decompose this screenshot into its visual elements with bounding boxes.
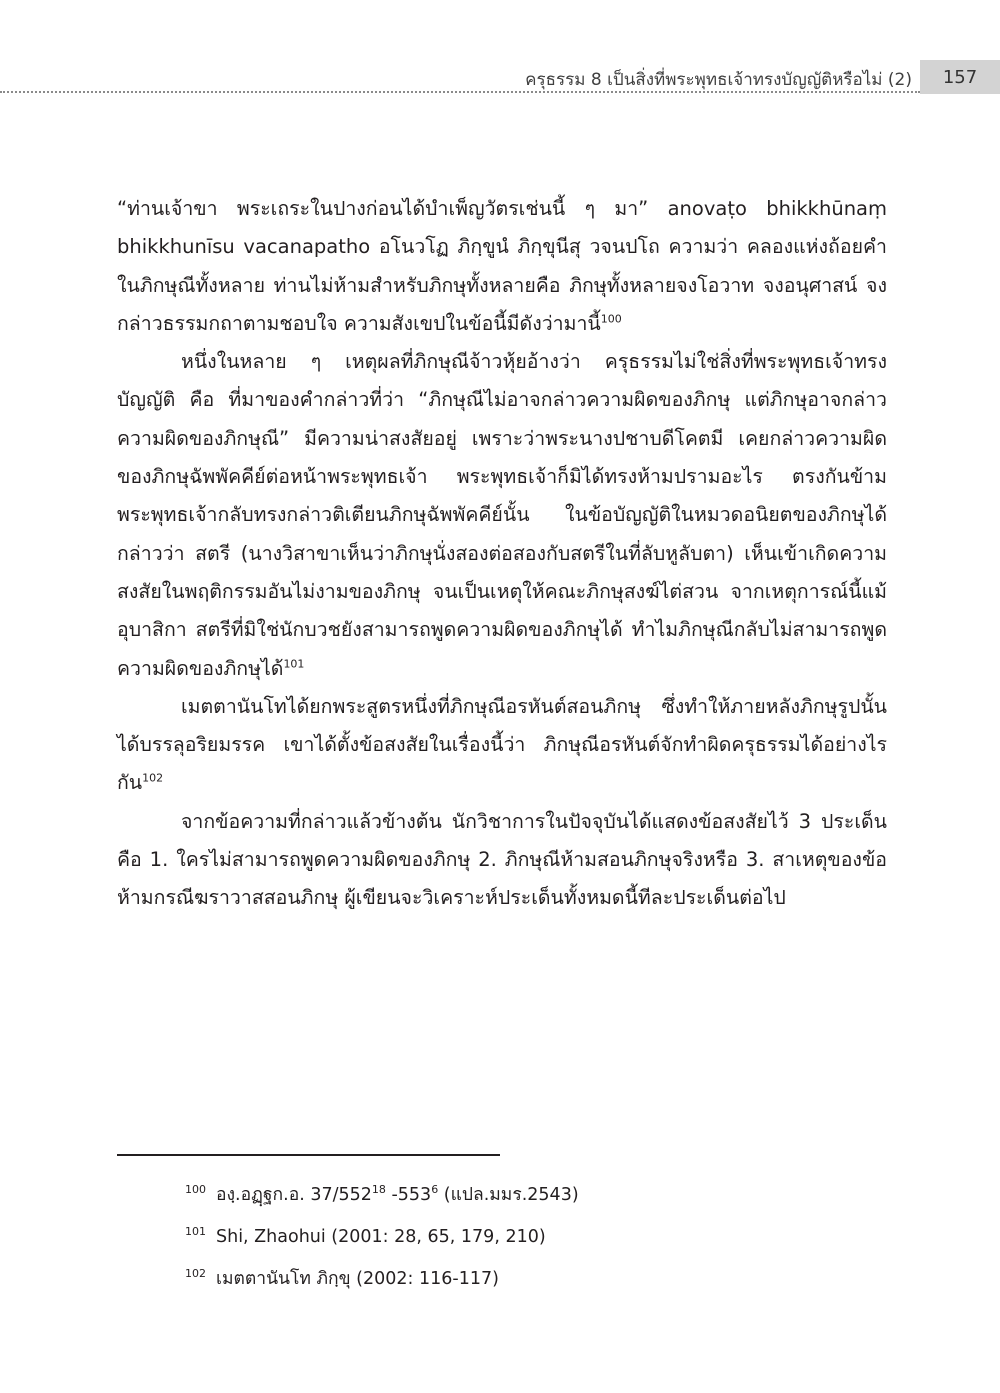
footnote-separator (117, 1154, 500, 1156)
paragraph-4 (117, 803, 887, 918)
footnote-superscript: 18 (371, 1183, 386, 1197)
running-header-title: ครุธรรม 8 เป็นสิ่งที่พระพุทธเจ้าทรงบัญญัติหรือไม่ (2) (525, 70, 912, 90)
paragraph-1 (117, 190, 887, 343)
footnote-100 (185, 1174, 885, 1216)
footnote-superscript: 6 (431, 1183, 439, 1197)
footnote-number: 100 (185, 1183, 206, 1197)
footnote-number: 102 (185, 1267, 206, 1281)
footnote-number: 101 (185, 1225, 206, 1239)
paragraph-3-text: เมตตานันโทได้ยกพระสูตรหนึ่งที่ภิกษุณีอรหันต์สอนภิกษุ ซึ่งทำให้ภายหลังภิกษุรูปนั้นได้บรรลุอริยมรรค เขาได้ตั้งข้อสงสัยในเรื่องนี้ว่า ภิกษุณีอรหันต์จักทำผิดครุธรรมได้อย่างไรกัน (117, 694, 887, 795)
paragraph-1-text: “ท่านเจ้าขา พระเถระในปางก่อนได้บำเพ็ญวัตรเช่นนี้ ๆ มา” anovaṭo bhikkhūnaṃ bhikkhunīsu vacanapatho อโนวโฏ ภิกฺขูนํ ภิกฺขุนีสุ วจนปโถ ความว่า คลองแห่งถ้อยคำในภิกษุณีทั้งหลาย ท่านไม่ห้ามสำหรับภิกษุทั้งหลายคือ ภิกษุทั้งหลายจงโอวาท จงอนุศาสน์ จงกล่าวธรรมกถาตามชอบใจ ความสังเขปในข้อนี้มีดังว่ามานี้ (117, 197, 887, 335)
page-number: 157 (920, 60, 1000, 94)
body-text (117, 190, 887, 918)
paragraph-3 (117, 688, 887, 803)
footnote-text: เมตตานันโท ภิกฺขุ (2002: 116-117) (216, 1269, 499, 1289)
footnote-ref-100: 100 (600, 312, 622, 326)
footnote-ref-101: 101 (283, 657, 305, 671)
footnotes (185, 1174, 885, 1300)
paragraph-2 (117, 343, 887, 688)
footnote-text: องฺ.อฏฺฐก.อ. 37/552 (216, 1185, 372, 1205)
footnote-102 (185, 1258, 885, 1300)
paragraph-4-text: จากข้อความที่กล่าวแล้วข้างต้น นักวิชาการในปัจจุบันได้แสดงข้อสงสัยไว้ 3 ประเด็น คือ 1. ใครไม่สามารถพูดความผิดของภิกษุ 2. ภิกษุณีห้ามสอนภิกษุจริงหรือ 3. สาเหตุของข้อห้ามกรณีฆราวาสสอนภิกษุ ผู้เขียนจะวิเคราะห์ประเด็นทั้งหมดนี้ทีละประเด็นต่อไป (117, 809, 887, 910)
footnote-text: (แปล.มมร.2543) (438, 1185, 579, 1205)
footnote-text: Shi, Zhaohui (2001: 28, 65, 179, 210) (216, 1227, 546, 1247)
footnote-text: -553 (385, 1185, 432, 1205)
header-dotted-rule (0, 91, 920, 93)
footnote-101 (185, 1216, 885, 1258)
paragraph-2-text: หนึ่งในหลาย ๆ เหตุผลที่ภิกษุณีจ้าวหุ้ยอ้างว่า ครุธรรมไม่ใช่สิ่งที่พระพุทธเจ้าทรงบัญญัติ คือ ที่มาของคำกล่าวที่ว่า “ภิกษุณีไม่อาจกล่าวความผิดของภิกษุ แต่ภิกษุอาจกล่าวความผิดของภิกษุณี” มีความน่าสงสัยอยู่ เพราะว่าพระนางปชาบดีโคตมี เคยกล่าวความผิดของภิกษุฉัพพัคคีย์ต่อหน้าพระพุทธเจ้า พระพุทธเจ้าก็มิได้ทรงห้ามปรามอะไร ตรงกันข้ามพระพุทธเจ้ากลับทรงกล่าวติเตียนภิกษุฉัพพัคคีย์นั้น ในข้อบัญญัติในหมวดอนิยตของภิกษุได้กล่าวว่า สตรี (นางวิสาขาเห็นว่าภิกษุนั่งสองต่อสองกับสตรีในที่ลับหูลับตา) เห็นเข้าเกิดความสงสัยในพฤติกรรมอันไม่งามของภิกษุ จนเป็นเหตุให้คณะภิกษุสงฆ์ไต่สวน จากเหตุการณ์นี้แม้อุบาสิกา สตรีที่มิใช่นักบวชยังสามารถพูดความผิดของภิกษุได้ ทำไมภิกษุณีกลับไม่สามารถพูดความผิดของภิกษุได้ (117, 350, 887, 680)
footnote-ref-102: 102 (142, 771, 164, 785)
running-header (0, 60, 1000, 96)
